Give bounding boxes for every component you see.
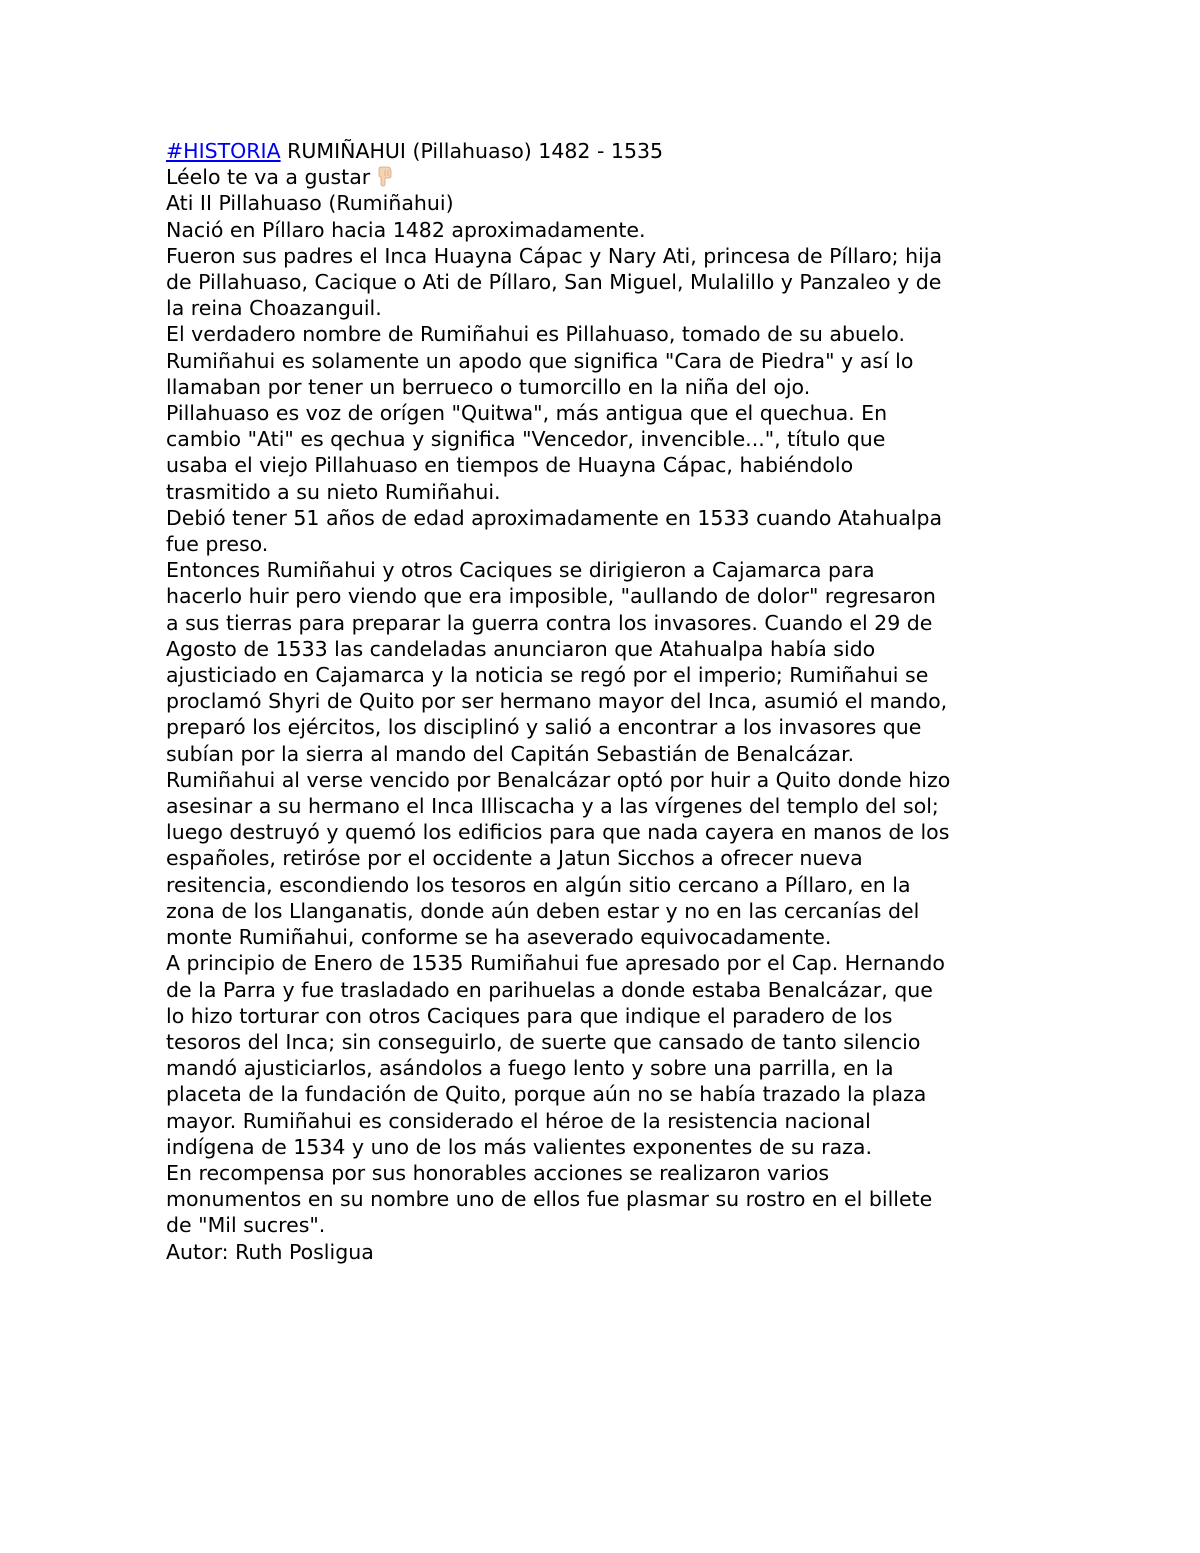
body-line: españoles, retiróse por el occidente a Jatun Sicchos a ofrecer nueva: [166, 846, 863, 871]
body-line: Ati II Pillahuaso (Rumiñahui): [166, 191, 454, 216]
body-line: de "Mil sucres".: [166, 1213, 326, 1238]
body-line: de la Parra y fue trasladado en parihuelas a donde estaba Benalcázar, que: [166, 977, 933, 1002]
document-body: [166, 190, 1046, 1264]
body-line: Rumiñahui al verse vencido por Benalcázar optó por huir a Quito donde hizo: [166, 767, 951, 792]
document-title: RUMIÑAHUI (Pillahuaso) 1482 - 1535: [280, 139, 664, 163]
body-line: subían por la sierra al mando del Capitán Sebastián de Benalcázar.: [166, 741, 855, 766]
body-line: monte Rumiñahui, conforme se ha aseverado equivocadamente.: [166, 925, 832, 950]
body-line: usaba el viejo Pillahuaso en tiempos de Huayna Cápac, habiéndolo: [166, 453, 854, 478]
body-line: A principio de Enero de 1535 Rumiñahui fue apresado por el Cap. Hernando: [166, 951, 945, 976]
body-line: fue preso.: [166, 532, 269, 557]
body-line: resitencia, escondiendo los tesoros en algún sitio cercano a Píllaro, en la: [166, 872, 911, 897]
body-line: la reina Choazanguil.: [166, 296, 382, 321]
teaser-line: [166, 164, 1046, 190]
body-line: de Pillahuaso, Cacique o Ati de Píllaro, San Miguel, Mulalillo y Panzaleo y de: [166, 270, 942, 295]
teaser-text: Léelo te va a gustar: [166, 165, 371, 190]
title-line: [166, 138, 1046, 164]
body-line: cambio "Ati" es qechua y significa "Vencedor, invencible...", título que: [166, 427, 886, 452]
body-line: a sus tierras para preparar la guerra contra los invasores. Cuando el 29 de: [166, 610, 933, 635]
body-line: Debió tener 51 años de edad aproximadamente en 1533 cuando Atahualpa: [166, 505, 943, 530]
document-page: [166, 138, 1046, 1265]
body-line: Agosto de 1533 las candeladas anunciaron que Atahualpa había sido: [166, 636, 876, 661]
body-line: placeta de la fundación de Quito, porque aún no se había trazado la plaza: [166, 1082, 927, 1107]
body-line: En recompensa por sus honorables acciones se realizaron varios: [166, 1160, 830, 1185]
body-line: proclamó Shyri de Quito por ser hermano mayor del Inca, asumió el mando,: [166, 689, 948, 714]
body-line: Rumiñahui es solamente un apodo que significa "Cara de Piedra" y así lo: [166, 348, 914, 373]
body-line: indígena de 1534 y uno de los más valientes exponentes de su raza.: [166, 1134, 872, 1159]
body-line: monumentos en su nombre uno de ellos fue plasmar su rostro en el billete: [166, 1187, 933, 1212]
body-line: Nació en Píllaro hacia 1482 aproximadamente.: [166, 217, 646, 242]
historia-hashtag-link[interactable]: #HISTORIA: [166, 139, 281, 163]
body-line: lo hizo torturar con otros Caciques para que indique el paradero de los: [166, 1003, 893, 1028]
body-line: preparó los ejércitos, los disciplinó y salió a encontrar a los invasores que: [166, 715, 922, 740]
body-line: ajusticiado en Cajamarca y la noticia se regó por el imperio; Rumiñahui se: [166, 663, 929, 688]
body-line: hacerlo huir pero viendo que era imposible, "aullando de dolor" regresaron: [166, 584, 936, 609]
body-line: llamaban por tener un berrueco o tumorcillo en la niña del ojo.: [166, 374, 811, 399]
pointing-down-hand-icon: [374, 165, 396, 187]
body-line: asesinar a su hermano el Inca Illiscacha y a las vírgenes del templo del sol;: [166, 794, 939, 819]
body-line: mayor. Rumiñahui es considerado el héroe de la resistencia nacional: [166, 1108, 871, 1133]
body-line: Entonces Rumiñahui y otros Caciques se dirigieron a Cajamarca para: [166, 558, 875, 583]
body-line: El verdadero nombre de Rumiñahui es Pillahuaso, tomado de su abuelo.: [166, 322, 905, 347]
body-line: trasmitido a su nieto Rumiñahui.: [166, 479, 501, 504]
body-line: Pillahuaso es voz de orígen "Quitwa", más antigua que el quechua. En: [166, 401, 888, 426]
body-line: Autor: Ruth Posligua: [166, 1239, 374, 1264]
body-line: Fueron sus padres el Inca Huayna Cápac y Nary Ati, princesa de Píllaro; hija: [166, 243, 943, 268]
body-line: zona de los Llanganatis, donde aún deben estar y no en las cercanías del: [166, 898, 920, 923]
body-line: tesoros del Inca; sin conseguirlo, de suerte que cansado de tanto silencio: [166, 1029, 921, 1054]
body-line: mandó ajusticiarlos, asándolos a fuego lento y sobre una parrilla, en la: [166, 1056, 894, 1081]
body-line: luego destruyó y quemó los edificios para que nada cayera en manos de los: [166, 820, 950, 845]
